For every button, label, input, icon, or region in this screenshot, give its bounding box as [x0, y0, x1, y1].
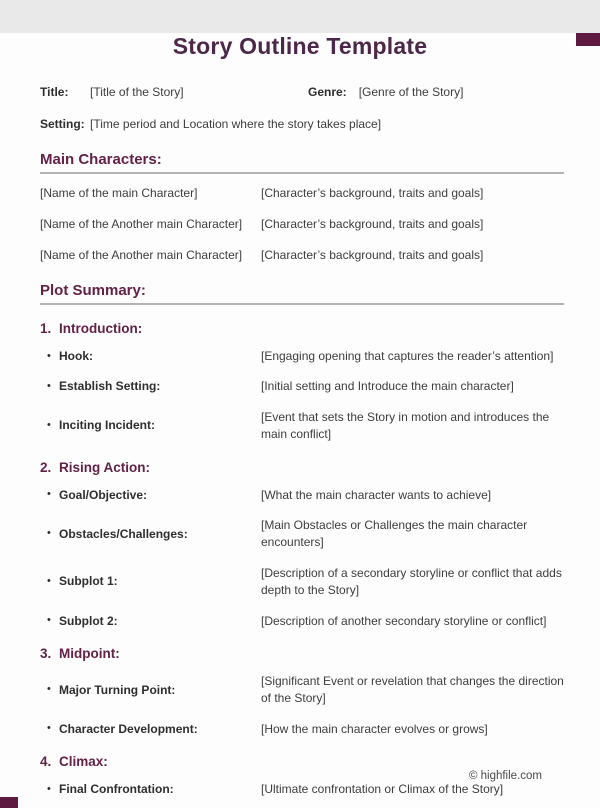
plot-item-row	[40, 565, 564, 600]
plot-item-description-placeholder: [Engaging opening that captures the reader’s attention]	[261, 349, 554, 363]
plot-item-description-placeholder: [Description of a secondary storyline or conflict that adds depth to the Story]	[261, 565, 562, 598]
plot-summary-heading: Plot Summary:	[40, 282, 564, 305]
plot-item-row	[40, 613, 564, 630]
plot-section	[40, 646, 564, 738]
corner-accent-bottom-left	[0, 797, 18, 808]
plot-item-left	[40, 378, 261, 395]
title-genre-row	[40, 85, 564, 99]
main-characters-heading: Main Characters:	[40, 151, 564, 174]
plot-item-row	[40, 409, 564, 444]
corner-accent-top-right	[576, 33, 600, 46]
setting-placeholder: [Time period and Location where the story takes place]	[90, 117, 382, 131]
character-row	[40, 248, 564, 262]
plot-item-label: Obstacles/Challenges:	[59, 526, 188, 541]
plot-item-row	[40, 517, 564, 552]
plot-item-left	[40, 526, 261, 543]
genre-placeholder: [Genre of the Story]	[358, 85, 464, 99]
plot-items	[40, 781, 564, 798]
plot-item-left	[40, 613, 261, 630]
plot-item-row	[40, 673, 564, 708]
main-characters-list	[40, 186, 564, 262]
plot-item-row	[40, 781, 564, 798]
bullet-icon: •	[47, 488, 51, 501]
plot-section-number: 3.	[40, 645, 52, 661]
plot-item-description-placeholder: [How the main character evolves or grows]	[261, 721, 488, 736]
plot-section-heading	[40, 754, 564, 769]
plot-item-left	[40, 721, 261, 738]
document-page	[0, 33, 600, 808]
plot-section-heading	[40, 460, 564, 475]
plot-section-title: Midpoint:	[59, 645, 120, 661]
plot-item-row	[40, 487, 564, 504]
character-description-placeholder: [Character’s background, traits and goals]	[261, 217, 484, 231]
plot-section-title: Introduction:	[59, 321, 143, 336]
plot-item-description-placeholder: [Ultimate confrontation or Climax of the Story]	[261, 782, 504, 797]
plot-section	[40, 460, 564, 630]
plot-items	[40, 487, 564, 630]
setting-label: Setting:	[40, 117, 85, 131]
meta-fields	[40, 85, 564, 131]
plot-item-left	[40, 348, 261, 365]
plot-item-description-placeholder: [Initial setting and Introduce the main character]	[261, 379, 514, 394]
plot-item-label: Character Development:	[59, 721, 198, 736]
page-title: Story Outline Template	[172, 33, 428, 59]
plot-section-number: 2.	[40, 459, 52, 475]
plot-section-number: 4.	[40, 754, 52, 770]
character-row	[40, 217, 564, 231]
plot-section-heading	[40, 321, 564, 336]
plot-item-description-placeholder: [Main Obstacles or Challenges the main character encounters]	[261, 517, 528, 550]
bullet-icon: •	[47, 722, 51, 735]
character-row	[40, 186, 564, 200]
bullet-icon: •	[47, 527, 51, 540]
character-name-placeholder: [Name of the main Character]	[40, 186, 198, 200]
title-label: Title:	[40, 85, 69, 99]
plot-items	[40, 673, 564, 738]
character-name-placeholder: [Name of the Another main Character]	[40, 248, 243, 262]
plot-item-left	[40, 417, 261, 434]
plot-summary-list	[40, 321, 564, 798]
plot-item-description-placeholder: [Significant Event or revelation that changes the direction of the Story]	[261, 673, 564, 706]
character-description-placeholder: [Character’s background, traits and goals]	[261, 186, 484, 200]
plot-item-label: Hook:	[59, 349, 93, 363]
footer-credit: © highfile.com	[468, 770, 542, 782]
plot-item-label: Establish Setting:	[59, 379, 161, 394]
title-field	[40, 85, 308, 99]
plot-item-row	[40, 378, 564, 395]
bullet-icon: •	[47, 380, 51, 393]
character-description-placeholder: [Character’s background, traits and goals]	[261, 248, 484, 262]
bullet-icon: •	[47, 614, 51, 627]
bullet-icon: •	[47, 575, 51, 588]
plot-item-label: Inciting Incident:	[59, 418, 155, 433]
plot-item-label: Goal/Objective:	[59, 487, 148, 502]
plot-section-heading	[40, 646, 564, 661]
document-content	[0, 85, 600, 798]
genre-label: Genre:	[308, 85, 347, 99]
plot-item-description-placeholder: [What the main character wants to achieve]	[261, 487, 492, 502]
setting-field	[40, 117, 564, 131]
plot-item-label: Final Confrontation:	[59, 782, 174, 797]
plot-section-title: Climax:	[59, 754, 108, 770]
genre-field	[308, 85, 463, 99]
title-placeholder: [Title of the Story]	[90, 85, 184, 99]
bullet-icon: •	[47, 683, 51, 696]
plot-section-title: Rising Action:	[59, 459, 150, 475]
plot-items	[40, 348, 564, 444]
plot-item-description-placeholder: [Event that sets the Story in motion and introduces the main conflict]	[261, 409, 550, 442]
plot-item-row	[40, 721, 564, 738]
plot-item-description-placeholder: [Description of another secondary storyline or conflict]	[261, 613, 547, 628]
plot-item-row	[40, 348, 564, 365]
plot-section-number: 1.	[40, 321, 52, 336]
plot-item-left	[40, 682, 261, 699]
plot-item-label: Major Turning Point:	[59, 682, 176, 697]
plot-item-left	[40, 781, 261, 798]
plot-item-label: Subplot 1:	[59, 574, 118, 589]
plot-item-left	[40, 573, 261, 590]
plot-section	[40, 321, 564, 444]
bullet-icon: •	[47, 419, 51, 432]
bullet-icon: •	[47, 349, 51, 362]
plot-item-left	[40, 487, 261, 504]
bullet-icon: •	[47, 782, 51, 795]
character-name-placeholder: [Name of the Another main Character]	[40, 217, 243, 231]
plot-item-label: Subplot 2:	[59, 613, 118, 628]
